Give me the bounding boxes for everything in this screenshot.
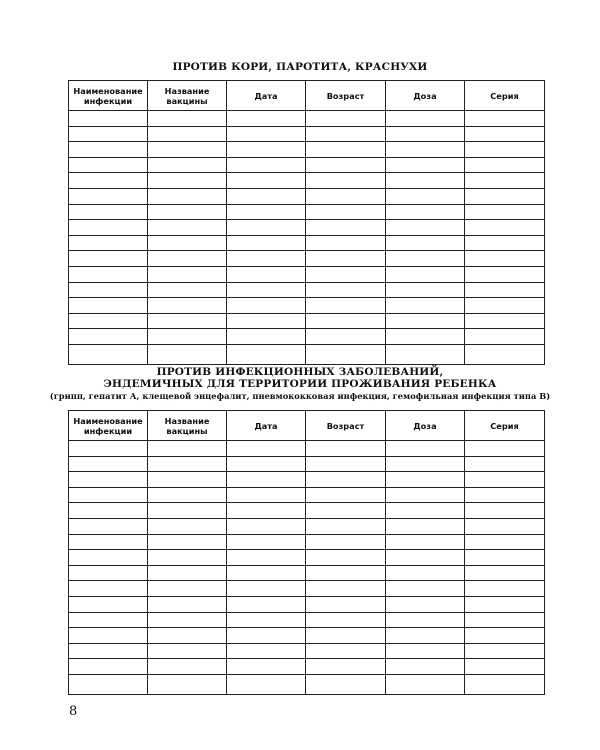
table-cell[interactable]	[465, 441, 545, 457]
col-header-age: Возраст	[306, 411, 386, 441]
table-cell[interactable]	[386, 220, 465, 236]
table-cell[interactable]	[386, 282, 465, 298]
table-cell[interactable]	[69, 126, 148, 142]
table-cell[interactable]	[227, 282, 306, 298]
table-row	[69, 518, 545, 534]
table-cell[interactable]	[306, 518, 386, 534]
table-cell[interactable]	[148, 282, 227, 298]
table-cell[interactable]	[148, 503, 227, 519]
table-cell[interactable]	[306, 628, 386, 644]
table-cell[interactable]	[227, 628, 306, 644]
table-cell[interactable]	[148, 612, 227, 628]
section1-table-wrapper	[68, 80, 544, 365]
table-cell[interactable]	[227, 126, 306, 142]
table-cell[interactable]	[227, 344, 306, 364]
table-cell[interactable]	[306, 612, 386, 628]
table-cell[interactable]	[465, 456, 545, 472]
table-cell[interactable]	[69, 550, 148, 566]
table-cell[interactable]	[465, 487, 545, 503]
table-cell[interactable]	[227, 251, 306, 267]
table-cell[interactable]	[465, 674, 545, 694]
table-row	[69, 204, 545, 220]
table-cell[interactable]	[227, 674, 306, 694]
table-cell[interactable]	[386, 298, 465, 314]
table-cell[interactable]	[386, 565, 465, 581]
table-row	[69, 628, 545, 644]
table-cell[interactable]	[227, 157, 306, 173]
table-row	[69, 643, 545, 659]
table-cell[interactable]	[69, 612, 148, 628]
table-cell[interactable]	[306, 266, 386, 282]
table-cell[interactable]	[465, 612, 545, 628]
table-cell[interactable]	[465, 659, 545, 675]
table-cell[interactable]	[148, 534, 227, 550]
col-header-series: Серия	[465, 81, 545, 111]
table-cell[interactable]	[227, 581, 306, 597]
table-cell[interactable]	[227, 188, 306, 204]
table-cell[interactable]	[227, 298, 306, 314]
table-row	[69, 441, 545, 457]
table-cell[interactable]	[465, 282, 545, 298]
table-row	[69, 157, 545, 173]
table-row	[69, 565, 545, 581]
table-cell[interactable]	[227, 266, 306, 282]
table-cell[interactable]	[69, 565, 148, 581]
table-cell[interactable]	[227, 643, 306, 659]
vaccination-table-endemic	[68, 410, 545, 695]
table-cell[interactable]	[69, 456, 148, 472]
table-header-row	[69, 411, 545, 441]
table-cell[interactable]	[386, 157, 465, 173]
table-cell[interactable]	[465, 235, 545, 251]
table-cell[interactable]	[227, 456, 306, 472]
table-row	[69, 173, 545, 189]
table-cell[interactable]	[386, 596, 465, 612]
table-cell[interactable]	[69, 472, 148, 488]
table-cell[interactable]	[69, 329, 148, 345]
table-cell[interactable]	[69, 204, 148, 220]
table-cell[interactable]	[306, 674, 386, 694]
table-cell[interactable]	[465, 188, 545, 204]
table-cell[interactable]	[386, 503, 465, 519]
table-cell[interactable]	[69, 251, 148, 267]
table-cell[interactable]	[465, 518, 545, 534]
table-cell[interactable]	[148, 157, 227, 173]
table-cell[interactable]	[465, 157, 545, 173]
table-cell[interactable]	[306, 282, 386, 298]
table-cell[interactable]	[227, 503, 306, 519]
table-row	[69, 329, 545, 345]
table-row	[69, 674, 545, 694]
table-cell[interactable]	[227, 142, 306, 158]
table-row	[69, 487, 545, 503]
table-cell[interactable]	[148, 344, 227, 364]
table-row	[69, 581, 545, 597]
table-cell[interactable]	[227, 173, 306, 189]
table-cell[interactable]	[148, 173, 227, 189]
vaccination-table-measles	[68, 80, 545, 365]
table-cell[interactable]	[386, 612, 465, 628]
table-cell[interactable]	[69, 142, 148, 158]
table-cell[interactable]	[386, 472, 465, 488]
table-cell[interactable]	[227, 550, 306, 566]
table-row	[69, 344, 545, 364]
col-header-dose: Доза	[386, 81, 465, 111]
table-cell[interactable]	[69, 643, 148, 659]
table-cell[interactable]	[386, 266, 465, 282]
table-cell[interactable]	[465, 643, 545, 659]
table-cell[interactable]	[69, 659, 148, 675]
table-cell[interactable]	[386, 329, 465, 345]
table-cell[interactable]	[386, 456, 465, 472]
table-cell[interactable]	[465, 313, 545, 329]
section2-title	[0, 366, 600, 390]
table-cell[interactable]	[465, 628, 545, 644]
table-cell[interactable]	[227, 596, 306, 612]
table-cell[interactable]	[69, 173, 148, 189]
table-cell[interactable]	[69, 581, 148, 597]
table-cell[interactable]	[148, 565, 227, 581]
table-cell[interactable]	[148, 674, 227, 694]
table-row	[69, 298, 545, 314]
table-row	[69, 456, 545, 472]
table-cell[interactable]	[148, 235, 227, 251]
table-cell[interactable]	[465, 503, 545, 519]
table-cell[interactable]	[148, 111, 227, 127]
table-cell[interactable]	[148, 266, 227, 282]
table-cell[interactable]	[227, 441, 306, 457]
table-cell[interactable]	[306, 173, 386, 189]
table-row	[69, 235, 545, 251]
table-row	[69, 659, 545, 675]
table-cell[interactable]	[227, 612, 306, 628]
table-cell[interactable]	[386, 518, 465, 534]
table-cell[interactable]	[148, 329, 227, 345]
table-cell[interactable]	[465, 534, 545, 550]
table-cell[interactable]	[227, 472, 306, 488]
table-cell[interactable]	[306, 550, 386, 566]
table-cell[interactable]	[227, 220, 306, 236]
table-cell[interactable]	[386, 235, 465, 251]
table-cell[interactable]	[465, 550, 545, 566]
table-cell[interactable]	[227, 565, 306, 581]
table-cell[interactable]	[227, 534, 306, 550]
table-cell[interactable]	[306, 329, 386, 345]
table-cell[interactable]	[386, 126, 465, 142]
table-cell[interactable]	[386, 628, 465, 644]
table-cell[interactable]	[227, 204, 306, 220]
table-cell[interactable]	[386, 313, 465, 329]
table-cell[interactable]	[386, 581, 465, 597]
table-row	[69, 142, 545, 158]
table-cell[interactable]	[148, 628, 227, 644]
table-cell[interactable]	[306, 456, 386, 472]
table-cell[interactable]	[227, 329, 306, 345]
table-cell[interactable]	[465, 329, 545, 345]
table-cell[interactable]	[69, 344, 148, 364]
table-cell[interactable]	[148, 441, 227, 457]
table-cell[interactable]	[306, 534, 386, 550]
col-header-date: Дата	[227, 411, 306, 441]
table-cell[interactable]	[465, 472, 545, 488]
table-header-row	[69, 81, 545, 111]
table-cell[interactable]	[148, 313, 227, 329]
table-cell[interactable]	[69, 282, 148, 298]
table-cell[interactable]	[148, 487, 227, 503]
table-row	[69, 612, 545, 628]
table-cell[interactable]	[227, 235, 306, 251]
table-cell[interactable]	[386, 643, 465, 659]
table-cell[interactable]	[306, 126, 386, 142]
col-header-series: Серия	[465, 411, 545, 441]
table-row	[69, 126, 545, 142]
table-cell[interactable]	[306, 344, 386, 364]
table-cell[interactable]	[386, 251, 465, 267]
table-cell[interactable]	[306, 659, 386, 675]
table-row	[69, 188, 545, 204]
table-cell[interactable]	[69, 157, 148, 173]
table-cell[interactable]	[465, 251, 545, 267]
table-cell[interactable]	[386, 659, 465, 675]
table-cell[interactable]	[306, 472, 386, 488]
table-cell[interactable]	[386, 111, 465, 127]
table-cell[interactable]	[69, 266, 148, 282]
table-cell[interactable]	[69, 487, 148, 503]
table-cell[interactable]	[69, 674, 148, 694]
table-cell[interactable]	[148, 220, 227, 236]
table-row	[69, 472, 545, 488]
table-cell[interactable]	[148, 581, 227, 597]
table-cell[interactable]	[465, 298, 545, 314]
table-cell[interactable]	[306, 441, 386, 457]
table-cell[interactable]	[386, 344, 465, 364]
table-cell[interactable]	[306, 581, 386, 597]
col-header-age: Возраст	[306, 81, 386, 111]
table-cell[interactable]	[69, 503, 148, 519]
table-cell[interactable]	[69, 313, 148, 329]
section2-title-line2: ЭНДЕМИЧНЫХ ДЛЯ ТЕРРИТОРИИ ПРОЖИВАНИЯ РЕБЕНКА	[103, 378, 497, 390]
table-row	[69, 266, 545, 282]
table-cell[interactable]	[227, 487, 306, 503]
table-cell[interactable]	[69, 534, 148, 550]
table-row	[69, 503, 545, 519]
table-cell[interactable]	[306, 643, 386, 659]
table-cell[interactable]	[386, 173, 465, 189]
table-cell[interactable]	[148, 518, 227, 534]
table-cell[interactable]	[465, 204, 545, 220]
table-cell[interactable]	[386, 674, 465, 694]
table-cell[interactable]	[386, 550, 465, 566]
table-cell[interactable]	[465, 596, 545, 612]
section2-title-line1: ПРОТИВ ИНФЕКЦИОННЫХ ЗАБОЛЕВАНИЙ,	[156, 366, 444, 378]
table-cell[interactable]	[465, 565, 545, 581]
col-header-vaccine: Название вакцины	[148, 411, 227, 441]
table-cell[interactable]	[227, 313, 306, 329]
table-row	[69, 220, 545, 236]
col-header-infection: Наименование инфекции	[69, 81, 148, 111]
col-header-date: Дата	[227, 81, 306, 111]
table-cell[interactable]	[306, 313, 386, 329]
table-cell[interactable]	[306, 188, 386, 204]
table-cell[interactable]	[148, 456, 227, 472]
table-cell[interactable]	[386, 204, 465, 220]
table-cell[interactable]	[465, 142, 545, 158]
table-cell[interactable]	[306, 298, 386, 314]
table-cell[interactable]	[148, 643, 227, 659]
table-cell[interactable]	[69, 220, 148, 236]
table-cell[interactable]	[306, 487, 386, 503]
section1-title: ПРОТИВ КОРИ, ПАРОТИТА, КРАСНУХИ	[172, 61, 428, 73]
table-cell[interactable]	[306, 503, 386, 519]
table-cell[interactable]	[69, 235, 148, 251]
table-cell[interactable]	[148, 550, 227, 566]
table-cell[interactable]	[148, 596, 227, 612]
table-cell[interactable]	[465, 126, 545, 142]
table-row	[69, 534, 545, 550]
table-cell[interactable]	[465, 266, 545, 282]
section2-subtitle: (грипп, гепатит А, клещевой энцефалит, пневмококковая инфекция, гемофильная инфекция типа В)	[49, 391, 551, 401]
table-cell[interactable]	[69, 596, 148, 612]
table-row	[69, 313, 545, 329]
table-cell[interactable]	[148, 204, 227, 220]
table-cell[interactable]	[148, 298, 227, 314]
table-cell[interactable]	[148, 659, 227, 675]
table-cell[interactable]	[306, 111, 386, 127]
section2-table-wrapper	[68, 410, 544, 695]
table-cell[interactable]	[306, 235, 386, 251]
table-cell[interactable]	[306, 565, 386, 581]
table-cell[interactable]	[465, 344, 545, 364]
table-row	[69, 111, 545, 127]
table-row	[69, 251, 545, 267]
table-cell[interactable]	[69, 298, 148, 314]
table-cell[interactable]	[306, 142, 386, 158]
table-cell[interactable]	[465, 220, 545, 236]
table-cell[interactable]	[465, 111, 545, 127]
table-row	[69, 282, 545, 298]
table-cell[interactable]	[386, 188, 465, 204]
table-cell[interactable]	[465, 173, 545, 189]
table-cell[interactable]	[306, 220, 386, 236]
table-cell[interactable]	[227, 659, 306, 675]
page-number: 8	[69, 704, 78, 719]
table-cell[interactable]	[148, 188, 227, 204]
table-cell[interactable]	[386, 441, 465, 457]
table-cell[interactable]	[148, 472, 227, 488]
table-cell[interactable]	[386, 534, 465, 550]
table-cell[interactable]	[69, 188, 148, 204]
table-cell[interactable]	[386, 487, 465, 503]
table-cell[interactable]	[69, 518, 148, 534]
table-cell[interactable]	[227, 518, 306, 534]
col-header-vaccine: Название вакцины	[148, 81, 227, 111]
table-cell[interactable]	[386, 142, 465, 158]
table-cell[interactable]	[306, 204, 386, 220]
table-cell[interactable]	[69, 441, 148, 457]
table-cell[interactable]	[69, 628, 148, 644]
table-row	[69, 550, 545, 566]
table-cell[interactable]	[148, 126, 227, 142]
table-cell[interactable]	[69, 111, 148, 127]
table-cell[interactable]	[306, 157, 386, 173]
table-cell[interactable]	[306, 251, 386, 267]
table-cell[interactable]	[306, 596, 386, 612]
table-cell[interactable]	[227, 111, 306, 127]
col-header-infection: Наименование инфекции	[69, 411, 148, 441]
table-row	[69, 596, 545, 612]
col-header-dose: Доза	[386, 411, 465, 441]
table-cell[interactable]	[148, 142, 227, 158]
table-cell[interactable]	[465, 581, 545, 597]
table-cell[interactable]	[148, 251, 227, 267]
